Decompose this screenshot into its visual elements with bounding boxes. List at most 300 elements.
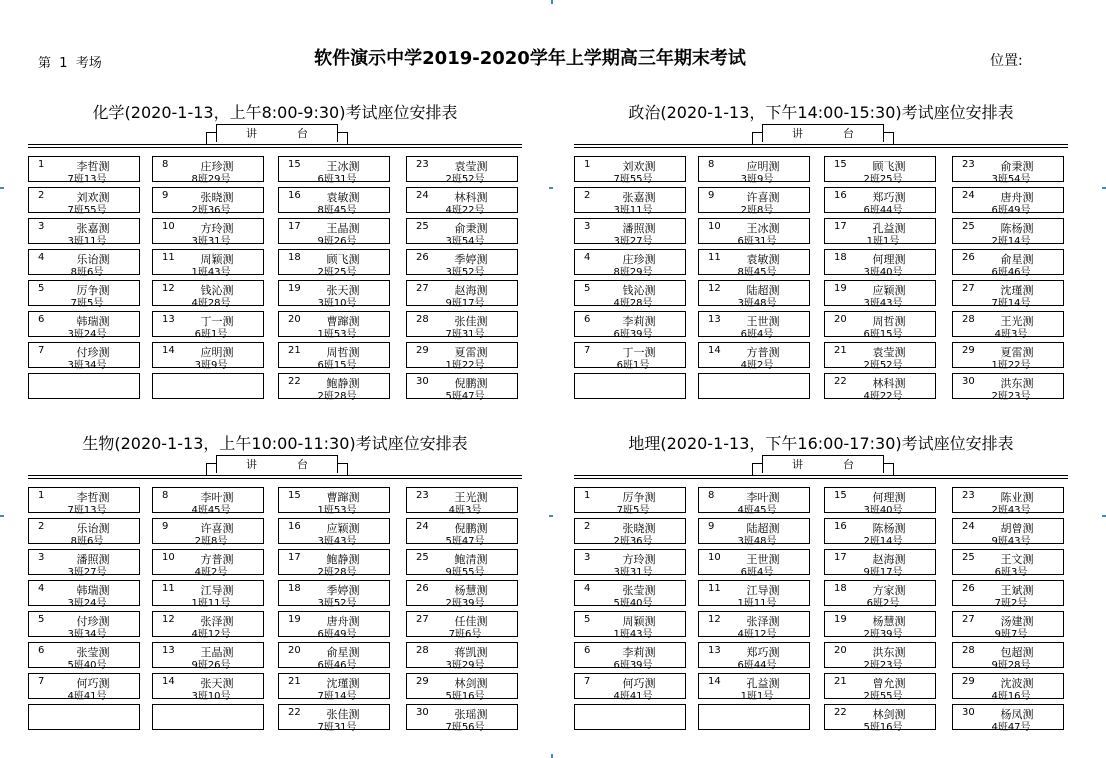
class-number: 5班40号 [67,660,107,671]
seat-cell [406,580,518,609]
seat-cell [152,156,264,185]
seat-number: 27 [416,283,429,294]
seat-cell [952,580,1064,609]
seat-cell [952,373,1064,402]
student-name: 顾飞测 [326,253,360,266]
seat-cell [406,611,518,640]
seat-cell [824,642,936,671]
student-name: 李莉测 [622,646,656,659]
seat-number: 7 [584,345,591,356]
class-number: 3班54号 [991,174,1031,185]
seating-section [28,431,522,731]
student-name: 王冰测 [326,160,360,173]
class-number: 7班31号 [445,329,485,340]
seat-cell [278,373,390,402]
student-name: 付珍测 [76,346,110,359]
seat-number: 16 [288,521,301,532]
seat-number: 21 [288,676,301,687]
seat-cell [28,549,140,578]
student-name: 孔益测 [746,677,780,690]
class-number: 6班31号 [317,174,357,185]
class-number: 2班25号 [317,267,357,278]
section-title: 化学(2020-1-13，上午8:00-9:30)考试座位安排表 [92,103,458,122]
seat-cell [574,373,686,399]
student-name: 周颖测 [200,253,234,266]
student-name: 刘欢测 [76,191,110,204]
class-number: 3班29号 [445,660,485,671]
seat-number: 10 [162,221,175,232]
student-name: 胡曾测 [1000,522,1034,535]
seat-cell [952,611,1064,640]
seat-number: 27 [962,614,975,625]
class-number: 9班28号 [991,660,1031,671]
seat-cell [278,611,390,640]
seat-number: 2 [38,521,45,532]
seat-cell [406,373,518,402]
seat-cell [698,611,810,640]
seat-cell [406,280,518,309]
seat-number: 20 [834,314,847,325]
seat-number: 10 [162,552,175,563]
class-number: 9班17号 [863,567,903,578]
seat-cell [952,549,1064,578]
seat-cell [278,673,390,702]
class-number: 7班55号 [613,174,653,185]
seat-number: 13 [162,645,175,656]
seat-cell [824,249,936,278]
seat-number: 18 [288,583,301,594]
seat-number: 25 [962,552,975,563]
seat-number: 2 [38,190,45,201]
seat-number: 10 [708,552,721,563]
seat-number: 3 [38,552,45,563]
class-number: 4班41号 [613,691,653,702]
class-number: 3班31号 [191,236,231,247]
seat-number: 11 [708,252,721,263]
seat-number: 21 [288,345,301,356]
class-number: 7班5号 [616,505,650,516]
student-name: 方家测 [872,584,906,597]
seat-number: 18 [288,252,301,263]
seat-cell [574,518,686,547]
seat-cell [698,218,810,247]
student-name: 陈杨测 [872,522,906,535]
seat-cell [952,642,1064,671]
seat-number: 2 [584,190,591,201]
class-number: 6班1号 [194,329,228,340]
seat-cell [28,487,140,516]
class-number: 7班13号 [67,505,107,516]
student-name: 乐诒测 [76,522,110,535]
class-number: 2班52号 [863,360,903,371]
student-name: 韩瑞测 [76,315,110,328]
student-name: 张嘉测 [622,191,656,204]
seat-number: 11 [162,252,175,263]
seat-number: 22 [834,376,847,387]
student-name: 王晶测 [326,222,360,235]
student-name: 陆超测 [746,522,780,535]
student-name: 俞星测 [326,646,360,659]
student-name: 俞星测 [1000,253,1034,266]
class-number: 6班49号 [991,205,1031,216]
seat-cell [574,611,686,640]
seat-cell [152,311,264,340]
class-number: 6班4号 [740,567,774,578]
class-number: 2班36号 [191,205,231,216]
seat-number: 9 [162,190,169,201]
seat-number: 25 [416,552,429,563]
seat-number: 29 [962,345,975,356]
seat-cell [406,249,518,278]
seat-cell [574,673,686,702]
seat-cell [824,156,936,185]
student-name: 钱沁测 [622,284,656,297]
seat-number: 17 [834,552,847,563]
seat-number: 26 [416,252,429,263]
class-number: 4班45号 [191,505,231,516]
seat-cell [278,704,390,733]
student-name: 沈瑾测 [326,677,360,690]
seat-cell [28,311,140,340]
student-name: 洪东测 [872,646,906,659]
seat-cell [824,342,936,371]
class-number: 4班45号 [737,505,777,516]
seat-cell [574,218,686,247]
student-name: 王斌测 [1000,584,1034,597]
class-number: 7班14号 [991,298,1031,309]
student-name: 王世测 [746,315,780,328]
page-mark [551,0,553,4]
seat-number: 23 [416,490,429,501]
seat-cell [278,156,390,185]
seat-number: 1 [584,490,591,501]
podium [762,455,884,477]
seat-number: 22 [288,707,301,718]
seat-cell [406,549,518,578]
seat-cell [28,156,140,185]
student-name: 李哲测 [76,160,110,173]
class-number: 2班39号 [445,598,485,609]
seat-number: 19 [288,283,301,294]
seat-number: 24 [962,190,975,201]
class-number: 4班41号 [67,691,107,702]
seat-cell [152,487,264,516]
seat-number: 22 [834,707,847,718]
class-number: 8班29号 [191,174,231,185]
class-number: 3班40号 [863,267,903,278]
seat-number: 20 [288,645,301,656]
seat-number: 24 [416,521,429,532]
student-name: 王晶测 [200,646,234,659]
class-number: 3班48号 [737,298,777,309]
class-number: 4班47号 [991,722,1031,733]
student-name: 曹蹿测 [326,315,360,328]
seat-cell [824,704,936,733]
class-number: 6班2号 [866,598,900,609]
seat-number: 4 [38,252,45,263]
seat-cell [574,549,686,578]
seat-number: 21 [834,676,847,687]
page-mark [1102,187,1106,189]
class-number: 3班24号 [67,598,107,609]
seat-cell [952,249,1064,278]
seating-section [574,431,1068,731]
seat-cell [698,187,810,216]
student-name: 丁一测 [622,346,656,359]
seat-cell [152,342,264,371]
page-title: 软件演示中学2019-2020学年上学期高三年期末考试 [314,48,746,69]
seat-cell [152,704,264,730]
seat-cell [824,373,936,402]
student-name: 江导测 [746,584,780,597]
podium-label: 台 [843,127,854,140]
seat-cell [152,611,264,640]
student-name: 蒋凯测 [454,646,488,659]
seat-number: 14 [708,676,721,687]
seat-number: 29 [962,676,975,687]
podium-label: 讲 [792,458,803,471]
class-number: 6班15号 [863,329,903,340]
seat-number: 12 [162,614,175,625]
seat-cell [28,611,140,640]
class-number: 2班28号 [317,567,357,578]
class-number: 9班17号 [445,298,485,309]
class-number: 9班55号 [445,567,485,578]
seat-cell [278,280,390,309]
class-number: 3班43号 [317,536,357,547]
class-number: 1班11号 [191,598,231,609]
student-name: 洪东测 [1000,377,1034,390]
student-name: 陈业测 [1000,491,1034,504]
student-name: 林剑测 [454,677,488,690]
class-number: 5班16号 [863,722,903,733]
student-name: 江导测 [200,584,234,597]
seat-number: 20 [288,314,301,325]
student-name: 方玲测 [622,553,656,566]
class-number: 2班23号 [863,660,903,671]
seat-number: 16 [288,190,301,201]
class-number: 6班3号 [994,567,1028,578]
class-number: 6班4号 [740,329,774,340]
seat-number: 8 [162,159,169,170]
student-name: 杨慧测 [872,615,906,628]
seat-number: 13 [162,314,175,325]
seat-cell [574,187,686,216]
seat-number: 14 [708,345,721,356]
section-title: 地理(2020-1-13，下午16:00-17:30)考试座位安排表 [628,434,1014,453]
seat-number: 14 [162,676,175,687]
student-name: 厉争测 [76,284,110,297]
seat-number: 6 [584,645,591,656]
student-name: 俞秉测 [1000,160,1034,173]
seat-cell [824,673,936,702]
seat-cell [28,518,140,547]
seat-number: 17 [288,221,301,232]
seat-cell [406,642,518,671]
seat-cell [698,487,810,516]
student-name: 张佳测 [454,315,488,328]
podium-label: 台 [297,127,308,140]
student-name: 鲍静测 [326,377,360,390]
seat-cell [406,156,518,185]
student-name: 应颖测 [326,522,360,535]
seat-cell [574,342,686,371]
seat-cell [952,311,1064,340]
seat-number: 7 [38,345,45,356]
seat-cell [698,156,810,185]
class-number: 9班26号 [191,660,231,671]
student-name: 厉争测 [622,491,656,504]
student-name: 张莹测 [622,584,656,597]
class-number: 3班54号 [445,236,485,247]
class-number: 3班27号 [613,236,653,247]
class-number: 2班36号 [613,536,653,547]
student-name: 张泽测 [746,615,780,628]
seat-cell [574,704,686,730]
class-number: 5班16号 [445,691,485,702]
class-number: 6班39号 [613,660,653,671]
seat-number: 19 [288,614,301,625]
student-name: 陆超测 [746,284,780,297]
student-name: 赵海测 [872,553,906,566]
seat-cell [152,642,264,671]
student-name: 付珍测 [76,615,110,628]
seat-number: 14 [162,345,175,356]
seat-number: 8 [708,490,715,501]
seating-section [574,100,1068,400]
student-name: 唐舟测 [1000,191,1034,204]
student-name: 周哲测 [326,346,360,359]
seat-cell [28,187,140,216]
seat-cell [698,580,810,609]
seat-number: 13 [708,314,721,325]
page-mark [0,515,4,517]
divider [28,478,522,479]
class-number: 8班45号 [737,267,777,278]
student-name: 应颖测 [872,284,906,297]
seat-number: 27 [962,283,975,294]
seat-cell [152,518,264,547]
student-name: 丁一测 [200,315,234,328]
class-number: 2班8号 [194,536,228,547]
student-name: 李叶测 [746,491,780,504]
seat-cell [278,342,390,371]
seat-number: 26 [962,252,975,263]
seat-cell [152,673,264,702]
seat-number: 15 [288,159,301,170]
seat-cell [574,642,686,671]
page-mark [0,187,4,189]
seat-number: 9 [708,521,715,532]
seat-cell [28,673,140,702]
seat-number: 30 [416,376,429,387]
class-number: 3班52号 [445,267,485,278]
student-name: 王文测 [1000,553,1034,566]
class-number: 7班5号 [70,298,104,309]
seat-number: 9 [162,521,169,532]
seat-number: 23 [962,490,975,501]
seat-cell [824,611,936,640]
student-name: 林科测 [872,377,906,390]
seat-cell [952,342,1064,371]
class-number: 1班11号 [737,598,777,609]
student-name: 潘照测 [622,222,656,235]
seat-number: 30 [416,707,429,718]
student-name: 夏雷测 [454,346,488,359]
seat-number: 7 [584,676,591,687]
student-name: 顾飞测 [872,160,906,173]
student-name: 季婷测 [454,253,488,266]
class-number: 2班43号 [991,505,1031,516]
class-number: 6班44号 [863,205,903,216]
class-number: 1班43号 [191,267,231,278]
student-name: 包超测 [1000,646,1034,659]
seat-cell [824,311,936,340]
seat-number: 1 [38,159,45,170]
seat-cell [406,673,518,702]
seat-cell [406,311,518,340]
seat-cell [952,487,1064,516]
student-name: 庄珍测 [622,253,656,266]
class-number: 3班27号 [67,567,107,578]
seat-number: 11 [708,583,721,594]
class-number: 4班28号 [613,298,653,309]
seat-number: 25 [416,221,429,232]
class-number: 7班31号 [317,722,357,733]
seat-cell [574,280,686,309]
seat-cell [278,487,390,516]
class-number: 6班44号 [737,660,777,671]
seat-number: 29 [416,345,429,356]
class-number: 1班1号 [740,691,774,702]
seat-number: 4 [584,583,591,594]
class-number: 8班6号 [70,267,104,278]
seat-number: 2 [584,521,591,532]
seat-cell [28,280,140,309]
seat-cell [824,187,936,216]
page-mark [551,754,553,758]
class-number: 3班34号 [67,629,107,640]
divider [574,147,1068,148]
seat-number: 5 [38,614,45,625]
seat-cell [278,580,390,609]
class-number: 1班43号 [613,629,653,640]
seat-cell [278,642,390,671]
student-name: 郑巧测 [746,646,780,659]
student-name: 何巧测 [622,677,656,690]
seat-number: 4 [38,583,45,594]
seat-number: 22 [288,376,301,387]
class-number: 4班22号 [445,205,485,216]
seat-cell [406,187,518,216]
student-name: 李叶测 [200,491,234,504]
seat-cell [28,218,140,247]
class-number: 7班14号 [317,691,357,702]
class-number: 3班48号 [737,536,777,547]
seat-cell [278,311,390,340]
class-number: 4班16号 [991,691,1031,702]
seat-cell [574,156,686,185]
seat-cell [698,373,810,399]
seat-cell [824,518,936,547]
seat-number: 30 [962,707,975,718]
class-number: 1班53号 [317,505,357,516]
class-number: 3班9号 [740,174,774,185]
student-name: 孔益测 [872,222,906,235]
seat-cell [152,187,264,216]
student-name: 乐诒测 [76,253,110,266]
class-number: 6班46号 [991,267,1031,278]
